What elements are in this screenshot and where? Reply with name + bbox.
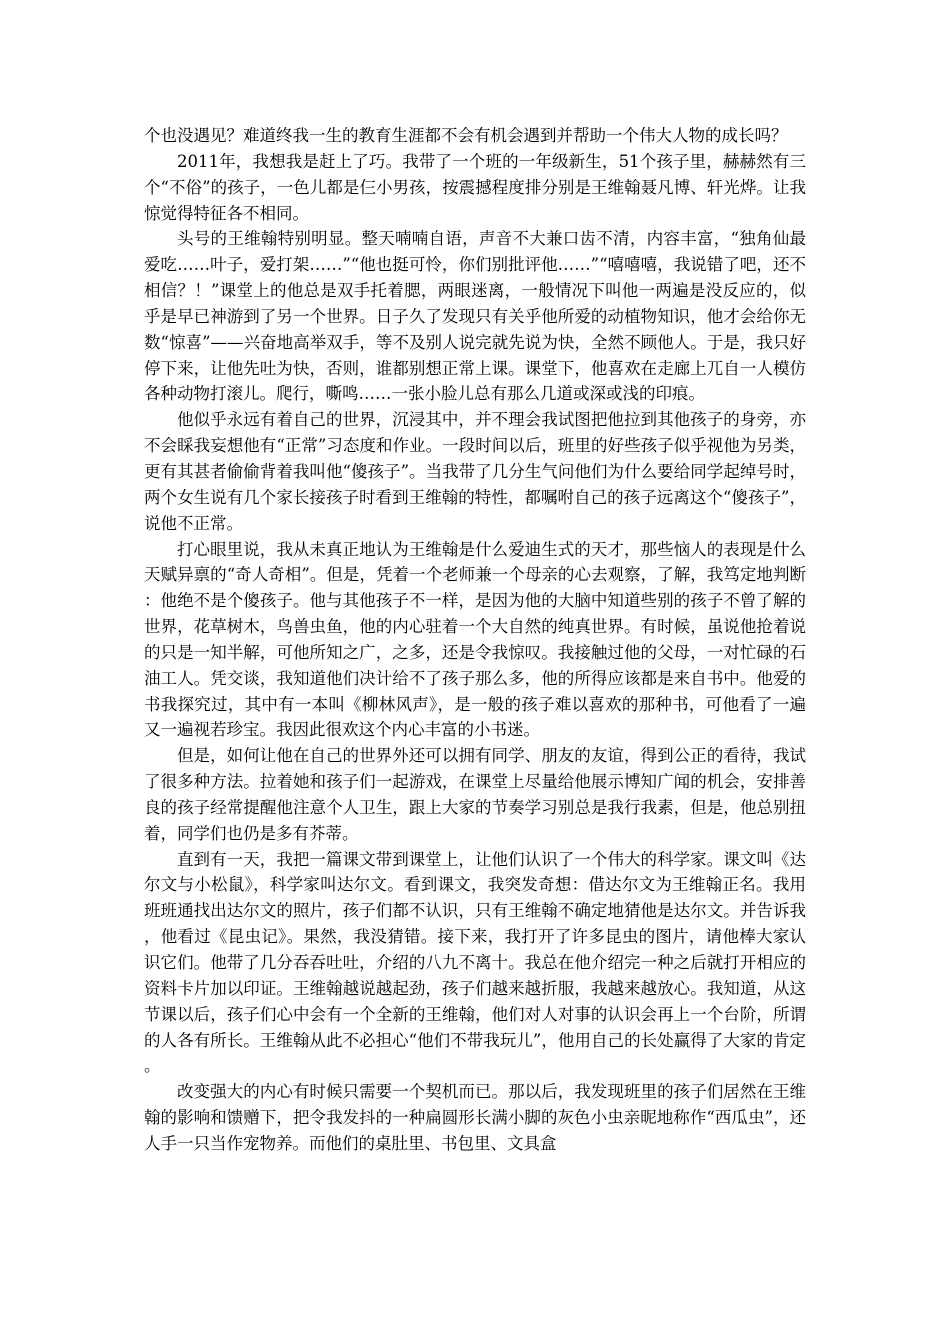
paragraph-turning-point: 改变强大的内心有时候只需要一个契机而已。那以后，我发现班里的孩子们居然在王维翰的影响和馈赠下，把令我发抖的一种扁圆形长满小脚的灰色小虫亲昵地称作“西瓜虫”，还人手一只当作宠物养。而他们的桌肚里、书包里、文具盒: [144, 1082, 806, 1153]
paragraph-continuation: 个也没遇见？难道终我一生的教育生涯都不会有机会遇到并帮助一个伟大人物的成长吗？: [144, 126, 788, 145]
paragraph-darwin-lesson: 直到有一天，我把一篇课文带到课堂上，让他们认识了一个伟大的科学家。课文叫《达尔文与小松鼠》，科学家叫达尔文。看到课文，我突发奇想：借达尔文为王维翰正名。我用班班通找出达尔文的照片，孩子们都不认识，只有王维翰不确定地猜他是达尔文。并告诉我，他看过《昆虫记》。果然，我没猜错。接下来，我打开了许多昆虫的图片，请他棒大家认识它们。他带了几分吞吞吐吐，介绍的八九不离十。我总在他介绍完一种之后就打开相应的资料卡片加以印证。王维翰越说越起劲，孩子们越来越折服，我越来越放心。我知道，从这节课以后，孩子们心中会有一个全新的王维翰，他们对人对事的认识会再上一个台阶，所谓的人各有所长。王维翰从此不必担心“他们不带我玩儿”，他用自己的长处赢得了大家的肯定。: [144, 849, 806, 1076]
document-page: [144, 123, 806, 1157]
paragraph-wang-weihan-traits: 头号的王维翰特别明显。整天喃喃自语，声音不大兼口齿不清，内容丰富，“独角仙最爱吃……叶子，爱打架……”“他也挺可怜，你们别批评他……”“嘻嘻嘻，我说错了吧，还不相信？！”课堂上的他总是双手托着腮，两眼迷离，一般情况下叫他一两遍是没反应的，似乎是早已神游到了另一个世界。日子久了发现只有关乎他所爱的动植物知识，他才会给你无数“惊喜”——兴奋地高举双手，等不及别人说完就先说为快，全然不顾他人。于是，我只好停下来，让他先吐为快，否则，谁都别想正常上课。课堂下，他喜欢在走廊上兀自一人模仿各种动物打滚儿。爬行，嘶鸣……一张小脸儿总有那么几道或深或浅的印痕。: [144, 229, 806, 404]
paragraph-own-world: 他似乎永远有着自己的世界，沉浸其中，并不理会我试图把他拉到其他孩子的身旁，亦不会睬我妄想他有“正常”习态度和作业。一段时间以后，班里的好些孩子似乎视他为另类，更有其甚者偷偷背着我叫他“傻孩子”。当我带了几分生气问他们为什么要给同学起绰号时，两个女生说有几个家长接孩子时看到王维翰的特性，都嘱咐自己的孩子远离这个“傻孩子”，说他不正常。: [144, 410, 806, 533]
paragraph-2011-class: 2011年，我想我是赶上了巧。我带了一个班的一年级新生，51个孩子里，赫赫然有三个“不俗”的孩子，一色儿都是仨小男孩，按震撼程度排分别是王维翰聂凡博、轩光烨。让我惊觉得特征各不相同。: [144, 151, 806, 223]
paragraph-teacher-judgment: 打心眼里说，我从未真正地认为王维翰是什么爱迪生式的天才，那些恼人的表现是什么天赋异禀的“奇人奇相”。但是，凭着一个老师兼一个母亲的心去观察，了解，我笃定地判断：他绝不是个傻孩子。他与其他孩子不一样，是因为他的大脑中知道些别的孩子不曾了解的世界，花草树木，鸟兽虫鱼，他的内心驻着一个大自然的纯真世界。有时候，虽说他抢着说的只是一知半解，可他所知之广，之多，还是令我惊叹。我接触过他的父母，一对忙碌的石油工人。凭交谈，我知道他们决计给不了孩子那么多，他的所得应该都是来自书中。他爱的书我探究过，其中有一本叫《柳林风声》，是一般的孩子难以喜欢的那种书，可他看了一遍又一遍视若珍宝。我因此很欢这个内心丰富的小书迷。: [144, 539, 806, 740]
paragraph-methods-tried: 但是，如何让他在自己的世界外还可以拥有同学、朋友的友谊，得到公正的看待，我试了很多种方法。拉着她和孩子们一起游戏，在课堂上尽量给他展示博知广闻的机会，安排善良的孩子经常提醒他注意个人卫生，跟上大家的节奏学习别总是我行我素，但是，他总别扭着，同学们也仍是多有芥蒂。: [144, 746, 806, 843]
